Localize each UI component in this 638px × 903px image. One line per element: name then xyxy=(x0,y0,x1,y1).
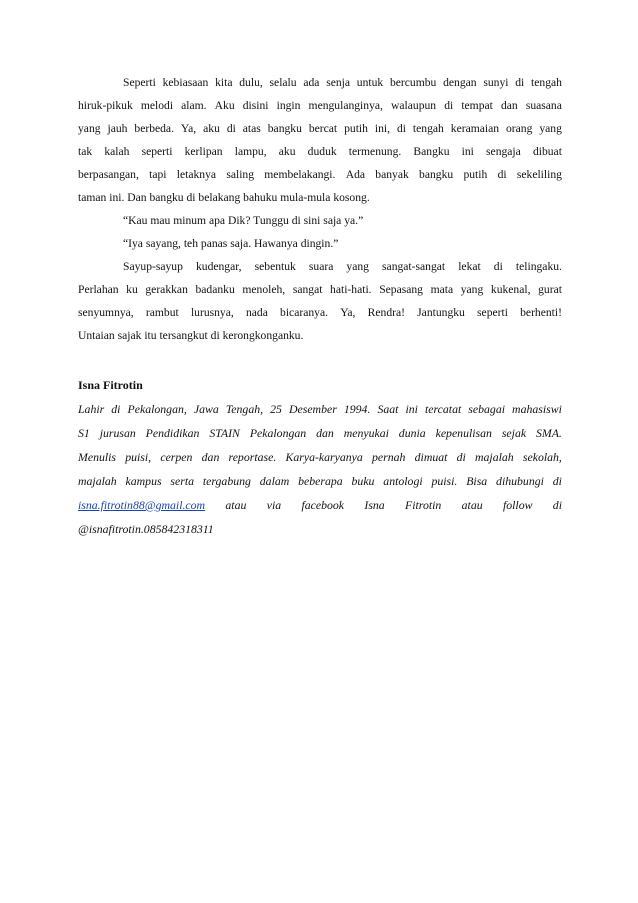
word: sunyi xyxy=(483,76,509,89)
word: yang xyxy=(346,260,369,273)
word: Rendra! xyxy=(367,306,405,319)
word: facebook xyxy=(301,498,345,512)
word: dulu, xyxy=(239,76,263,89)
word: di xyxy=(515,76,525,89)
word: menyukai xyxy=(343,426,389,440)
word: kerlipan xyxy=(184,145,223,158)
word: mata xyxy=(430,283,454,296)
word: Lahir xyxy=(78,402,105,416)
word: aku xyxy=(203,122,220,135)
word: disini xyxy=(242,99,269,112)
bio-line xyxy=(78,470,562,492)
word: Jawa xyxy=(193,402,219,416)
word: di xyxy=(493,260,503,273)
word: sekeliling xyxy=(516,168,562,181)
word: tengah xyxy=(531,76,562,89)
word: keramaian xyxy=(450,122,500,135)
word: lampu, xyxy=(234,145,267,158)
word: SMA. xyxy=(536,426,562,440)
word: kukenal, xyxy=(490,283,531,296)
word: sangat-sangat xyxy=(382,260,446,273)
word: telingaku. xyxy=(515,260,562,273)
word: hati-hati. xyxy=(330,283,372,296)
story-line xyxy=(78,279,562,301)
word: Bisa xyxy=(466,474,488,488)
word: di xyxy=(552,474,562,488)
word: ingin xyxy=(276,99,301,112)
story-line xyxy=(78,118,562,140)
word: rambut xyxy=(145,306,179,319)
word: sangat xyxy=(292,283,323,296)
word: suasana xyxy=(525,99,562,112)
word: Ya, xyxy=(180,122,197,135)
word: lekat xyxy=(458,260,481,273)
word: seperti xyxy=(141,145,173,158)
word: gurat xyxy=(538,283,562,296)
word: Bangku xyxy=(413,145,450,158)
word: banyak xyxy=(375,168,409,181)
word: lurusnya, xyxy=(190,306,234,319)
word: dalam xyxy=(259,474,290,488)
word: alam. xyxy=(181,99,207,112)
word: putih xyxy=(344,122,368,135)
word: majalah xyxy=(475,450,514,464)
word: bercat xyxy=(308,122,338,135)
word: Aku xyxy=(214,99,235,112)
word: Saat xyxy=(377,402,399,416)
word: dihubungi xyxy=(496,474,544,488)
word: Fitrotin xyxy=(405,498,442,512)
word: bangku xyxy=(419,168,454,181)
story-line: taman ini. Dan bangku di belakang bahuku mula-mula kosong. xyxy=(78,191,370,204)
word: bicaranya. xyxy=(280,306,328,319)
word: Pendidikan xyxy=(145,426,200,440)
word: walaupun xyxy=(391,99,437,112)
word: ini xyxy=(405,402,418,416)
bio-line xyxy=(78,446,562,468)
word: hiruk-pikuk xyxy=(78,99,133,112)
dialogue-line: “Kau mau minum apa Dik? Tunggu di sini saja ya.” xyxy=(123,214,364,227)
contact-line xyxy=(78,494,562,516)
word: jurusan xyxy=(99,426,136,440)
story-line xyxy=(78,164,562,186)
word: seperti xyxy=(477,306,508,319)
word: dan xyxy=(201,450,220,464)
word: STAIN xyxy=(209,426,240,440)
word: Seperti xyxy=(123,76,156,89)
word: ini, xyxy=(374,122,391,135)
word: ku xyxy=(126,283,138,296)
word: follow xyxy=(502,498,533,512)
word: serta xyxy=(170,474,195,488)
story-line: Untaian sajak itu tersangkut di kerongkonganku. xyxy=(78,329,304,342)
word: berbeda. xyxy=(134,122,174,135)
word: tempat xyxy=(461,99,493,112)
word: mengulanginya, xyxy=(308,99,383,112)
word: ada xyxy=(303,76,320,89)
word: di xyxy=(456,450,466,464)
word: letaknya xyxy=(176,168,217,181)
word: dan xyxy=(316,426,334,440)
word: tergabung xyxy=(202,474,251,488)
word: puisi. xyxy=(431,474,458,488)
word: gerakkan xyxy=(145,283,188,296)
word: Menulis xyxy=(78,450,117,464)
word: kudengar, xyxy=(195,260,242,273)
word: sebagai xyxy=(468,402,505,416)
word: kebiasaan xyxy=(162,76,209,89)
word: 25 xyxy=(270,402,282,416)
word: di xyxy=(111,402,121,416)
word: dibuat xyxy=(532,145,562,158)
bio-line xyxy=(78,422,562,444)
word: Sepasang xyxy=(379,283,423,296)
story-line xyxy=(78,302,562,324)
word: bercumbu xyxy=(389,76,437,89)
word: kepenulisan xyxy=(435,426,492,440)
word: tak xyxy=(78,145,93,158)
word: Pekalongan xyxy=(249,426,307,440)
word: sengaja xyxy=(486,145,521,158)
word: pernah xyxy=(372,450,406,464)
word: sekolah, xyxy=(522,450,562,464)
word: dunia xyxy=(398,426,426,440)
word: Isna xyxy=(364,498,385,512)
word: untuk xyxy=(356,76,384,89)
word: S1 xyxy=(78,426,90,440)
bio-line xyxy=(78,398,562,420)
word: Sayup-sayup xyxy=(123,260,183,273)
word: atau xyxy=(225,498,247,512)
word: suara xyxy=(308,260,334,273)
word: Karya-karyanya xyxy=(285,450,363,464)
word: kita xyxy=(215,76,233,89)
word: dengan xyxy=(443,76,477,89)
word: 1994. xyxy=(343,402,371,416)
word: Perlahan xyxy=(78,283,119,296)
word: atau xyxy=(461,498,483,512)
word: di xyxy=(552,498,562,512)
word: duduk xyxy=(307,145,337,158)
word: aku xyxy=(278,145,296,158)
word: tapi xyxy=(149,168,167,181)
story-line xyxy=(78,256,562,278)
story-line xyxy=(78,95,562,117)
word: orang xyxy=(505,122,533,135)
word: Tengah, xyxy=(225,402,264,416)
word: Desember xyxy=(288,402,337,416)
word: putih xyxy=(463,168,488,181)
word: di xyxy=(497,168,507,181)
word: sejak xyxy=(501,426,527,440)
word: jauh xyxy=(107,122,128,135)
word: di xyxy=(444,99,454,112)
word: tengah xyxy=(412,122,444,135)
word: Jantungku xyxy=(417,306,465,319)
word: senyumnya, xyxy=(78,306,134,319)
word: saling xyxy=(226,168,255,181)
word: beberapa xyxy=(298,474,343,488)
word: buku xyxy=(351,474,375,488)
word: berpasangan, xyxy=(78,168,139,181)
word: atas xyxy=(242,122,261,135)
word: yang xyxy=(78,122,101,135)
word: menoleh, xyxy=(242,283,286,296)
author-name: Isna Fitrotin xyxy=(78,378,143,392)
story-line xyxy=(78,141,562,163)
word: kampus xyxy=(125,474,162,488)
word: senja xyxy=(326,76,351,89)
word: berhenti! xyxy=(520,306,562,319)
email-link[interactable]: isna.fitrotin88@gmail.com xyxy=(78,498,206,512)
word: majalah xyxy=(78,474,117,488)
word: Ada xyxy=(345,168,366,181)
story-line xyxy=(78,72,562,94)
word: selalu xyxy=(269,76,297,89)
word: dimuat xyxy=(414,450,448,464)
social-handle: @isnafitrotin.085842318311 xyxy=(78,522,214,536)
word: tercatat xyxy=(424,402,462,416)
word: yang xyxy=(460,283,484,296)
word: yang xyxy=(539,122,562,135)
word: puisi, xyxy=(125,450,152,464)
word: membelakangi. xyxy=(264,168,336,181)
word: ini xyxy=(461,145,474,158)
word: badanku xyxy=(195,283,235,296)
word: mahasiswi xyxy=(512,402,562,416)
word: antologi xyxy=(383,474,423,488)
word: sebentuk xyxy=(254,260,296,273)
word: termenung. xyxy=(348,145,402,158)
word: nada xyxy=(245,306,268,319)
word: Pekalongan, xyxy=(127,402,187,416)
word: di xyxy=(396,122,406,135)
word: reportase. xyxy=(228,450,277,464)
word: kalah xyxy=(104,145,130,158)
dialogue-line: “Iya sayang, teh panas saja. Hawanya dingin.” xyxy=(123,237,339,250)
word: dan xyxy=(500,99,518,112)
word: Ya, xyxy=(340,306,356,319)
word: bangku xyxy=(267,122,302,135)
word: di xyxy=(226,122,236,135)
word: via xyxy=(266,498,282,512)
word: cerpen xyxy=(160,450,193,464)
word: melodi xyxy=(140,99,174,112)
